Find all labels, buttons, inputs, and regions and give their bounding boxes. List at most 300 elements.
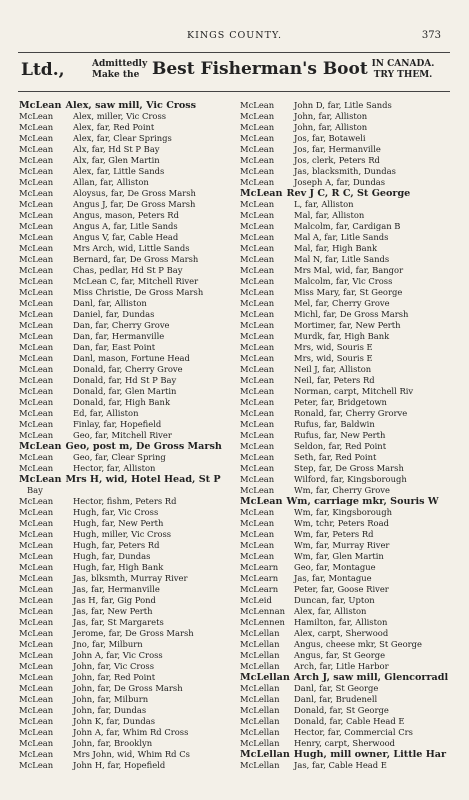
entry-details: John A, far, Whim Rd Cross (73, 727, 189, 737)
entry-details: John, far, Brooklyn (73, 738, 153, 748)
entry-surname: McLean (19, 529, 54, 539)
entry-surname: McLean (19, 177, 54, 187)
entry-surname: McLean (240, 364, 275, 374)
entry-surname: McLean (19, 210, 54, 220)
entry-surname: McLean (240, 386, 275, 396)
entry-details: Donald, far, Hd St P Bay (73, 375, 177, 385)
entry-details: Mrs H, wid, Hotel Head, St P (65, 474, 221, 485)
entry-details: John, far, Alliston (294, 111, 368, 121)
entry-details: Mrs, wid, Souris E (294, 342, 373, 352)
directory-entry (19, 529, 234, 540)
entry-surname: McLean (240, 375, 275, 385)
entry-surname: McLean (240, 353, 275, 363)
entry-details: Miss Mary, far, St George (294, 287, 403, 297)
entry-details: Hugh, far, High Bank (73, 562, 164, 572)
directory-entry (240, 430, 455, 441)
entry-surname: McLean (240, 287, 275, 297)
entry-surname: McLean (240, 518, 275, 528)
directory-entry (19, 342, 234, 353)
entry-details: Arch J, saw mill, Glencorradl (293, 672, 449, 683)
directory-entry (240, 320, 455, 331)
directory-entry (240, 254, 455, 265)
entry-details: Alex, far, Little Sands (73, 166, 165, 176)
entry-surname: McLean (19, 408, 54, 418)
entry-surname: McLean (240, 463, 275, 473)
entry-details: John K, far, Dundas (73, 716, 156, 726)
entry-surname: McLean (240, 144, 275, 154)
directory-entry (19, 749, 234, 760)
directory-entry (19, 650, 234, 661)
entry-details: Geo, far, Mitchell River (73, 430, 172, 440)
directory-entry (19, 265, 234, 276)
entry-surname: McLean (19, 540, 54, 550)
entry-details: Jos, clerk, Peters Rd (294, 155, 380, 165)
entry-surname: McLean (19, 364, 54, 374)
entry-surname: McLean (19, 639, 54, 649)
directory-entry (19, 694, 234, 705)
entry-surname: McLean (240, 188, 283, 199)
directory-entry (19, 452, 234, 463)
entry-details: Peter, far, Goose River (294, 584, 389, 594)
directory-entry (240, 749, 455, 760)
entry-surname: McLean (240, 419, 275, 429)
directory-entry (19, 111, 234, 122)
directory-entry (240, 419, 455, 430)
entry-details: Michl, far, De Gross Marsh (294, 309, 409, 319)
entry-details: Angus, mason, Peters Rd (73, 210, 179, 220)
entry-surname: McLean (240, 100, 275, 110)
entry-details: Mortimer, far, New Perth (294, 320, 401, 330)
directory-entry (240, 353, 455, 364)
directory-entry (240, 463, 455, 474)
right-column (240, 100, 455, 771)
entry-surname: McLean (240, 155, 275, 165)
directory-entry (19, 430, 234, 441)
entry-details: Jno, far, Milburn (73, 639, 143, 649)
directory-entry (240, 408, 455, 419)
directory-entry (240, 210, 455, 221)
entry-details: Hugh, miller, Vic Cross (73, 529, 172, 539)
directory-entry (19, 199, 234, 210)
entry-surname: McLellan (240, 694, 280, 704)
entry-details: Neil J, far, Alliston (294, 364, 372, 374)
entry-details: Alex, carpt, Sherwood (294, 628, 389, 638)
entry-details: Mal N, far, Litle Sands (294, 254, 390, 264)
entry-surname: McLean (19, 331, 54, 341)
entry-surname: McLean (240, 210, 275, 220)
entry-surname: McLean (240, 254, 275, 264)
directory-entry (19, 639, 234, 650)
entry-surname: McLean (19, 518, 54, 528)
ad-admittedly (92, 59, 147, 81)
entry-details: Alex, saw mill, Vic Cross (65, 100, 197, 111)
entry-surname: McLean (19, 122, 54, 132)
directory-entry (240, 441, 455, 452)
directory-entry (240, 331, 455, 342)
entry-surname: McLean (19, 298, 54, 308)
entry-details: Jas, far, New Perth (73, 606, 153, 616)
entry-details: Wm, far, Glen Martin (294, 551, 384, 561)
directory-entry (240, 298, 455, 309)
entry-surname: McLean (240, 232, 275, 242)
entry-details: Seldon, far, Red Point (294, 441, 387, 451)
entry-details: Alex, miller, Vic Cross (73, 111, 167, 121)
directory-entry (19, 683, 234, 694)
entry-details: John D, far, Litle Sands (294, 100, 392, 110)
entry-surname: McLean (19, 155, 54, 165)
directory-entry (19, 441, 234, 452)
directory-entry (19, 232, 234, 243)
directory-entry (19, 210, 234, 221)
entry-details: Hugh, far, New Perth (73, 518, 164, 528)
entry-surname: McLean (19, 650, 54, 660)
entry-details: John, far, Alliston (294, 122, 368, 132)
entry-details: Hugh, mill owner, Little Har (293, 749, 447, 760)
entry-surname: McLean (19, 705, 54, 715)
entry-details: Peter, far, Bridgetown (294, 397, 387, 407)
directory-entry (19, 166, 234, 177)
entry-surname: McLearn (240, 584, 279, 594)
directory-entry (19, 298, 234, 309)
entry-surname: McLellan (240, 738, 280, 748)
directory-entry (240, 243, 455, 254)
entry-surname: McLean (240, 122, 275, 132)
entry-surname: McLean (19, 375, 54, 385)
directory-entry (240, 650, 455, 661)
entry-surname: McLean (19, 727, 54, 737)
entry-surname: McLean (19, 551, 54, 561)
entry-surname: McLean (240, 496, 283, 507)
directory-entry (240, 122, 455, 133)
entry-surname: McLellan (240, 683, 280, 693)
directory-entry (19, 188, 234, 199)
entry-details: Miss Christie, De Gross Marsh (73, 287, 204, 297)
directory-entry (240, 364, 455, 375)
entry-surname: McLean (240, 199, 275, 209)
directory-entry (19, 309, 234, 320)
directory-entry (240, 452, 455, 463)
entry-details: John H, far, Hopefield (73, 760, 166, 770)
entry-details: John, far, Vic Cross (73, 661, 154, 671)
entry-details: Murdk, far, High Bank (294, 331, 390, 341)
entry-details: John, far, Milburn (73, 694, 149, 704)
directory-entry (240, 518, 455, 529)
directory-entry (19, 551, 234, 562)
entry-surname: McLean (240, 529, 275, 539)
entry-details: Finlay, far, Hopefield (73, 419, 162, 429)
entry-details: Mrs Arch, wid, Little Sands (73, 243, 190, 253)
directory-entry (240, 375, 455, 386)
entry-surname: McLean (19, 738, 54, 748)
entry-details: Alx, far, Hd St P Bay (73, 144, 160, 154)
entry-details: L, far, Alliston (294, 199, 354, 209)
entry-surname: McLean (240, 221, 275, 231)
entry-details: Donald, far, Glen Martin (73, 386, 177, 396)
ad-try-them-line: TRY THEM. (373, 70, 433, 80)
entry-details: Donald, far, Cherry Grove (73, 364, 183, 374)
directory-entry (19, 375, 234, 386)
entry-details: Wilford, far, Kingsborough (294, 474, 407, 484)
directory-entry (240, 133, 455, 144)
entry-details: Bernard, far, De Gross Marsh (73, 254, 199, 264)
directory-entry (240, 309, 455, 320)
entry-surname: McLean (240, 331, 275, 341)
entry-surname: McLean (19, 606, 54, 616)
directory-entry (240, 595, 455, 606)
entry-surname: McLean (19, 133, 54, 143)
entry-surname: McLellan (240, 661, 280, 671)
directory-entry (19, 584, 234, 595)
entry-details: Seth, far, Red Point (294, 452, 377, 462)
entry-details: Geo, far, Clear Spring (73, 452, 166, 462)
directory-entry (19, 133, 234, 144)
entry-details: Hector, far, Commercial Crs (294, 727, 413, 737)
entry-surname: McLellan (240, 716, 280, 726)
directory-entry (19, 661, 234, 672)
entry-surname: McLean (240, 551, 275, 561)
entry-details: Neil, far, Peters Rd (294, 375, 375, 385)
entry-details: Dan, far, Cherry Grove (73, 320, 170, 330)
directory-entry (240, 529, 455, 540)
entry-details: Alex, far, Red Point (73, 122, 155, 132)
entry-details: Wm, far, Murray River (294, 540, 390, 550)
entry-details: Mrs, wid, Souris E (294, 353, 373, 363)
entry-details: Jas H, far, Gig Pond (73, 595, 156, 605)
entry-details: Dan, far, Hermanville (73, 331, 165, 341)
entry-details: John, far, De Gross Marsh (73, 683, 183, 693)
directory-entry (19, 386, 234, 397)
directory-entry (19, 243, 234, 254)
entry-surname: McLean (19, 309, 54, 319)
entry-surname: McLean (19, 276, 54, 286)
entry-surname: McLean (240, 309, 275, 319)
directory-entry (19, 155, 234, 166)
page-header (0, 30, 469, 44)
directory-entry (240, 672, 455, 683)
directory-entry (19, 760, 234, 771)
entry-details: Daniel, far, Dundas (73, 309, 155, 319)
directory-entry (19, 705, 234, 716)
directory-entry (19, 100, 234, 111)
directory-entry (19, 320, 234, 331)
page-number: 373 (421, 30, 441, 41)
entry-details: Joseph A, far, Dundas (294, 177, 386, 187)
entry-details: Mel, far, Cherry Grove (294, 298, 390, 308)
entry-details: Jas, blksmth, Murray River (73, 573, 188, 583)
directory-entry (19, 496, 234, 507)
directory-entry (240, 738, 455, 749)
entry-details: McLean C, far, Mitchell River (73, 276, 199, 286)
entry-surname: McLean (19, 265, 54, 275)
entry-surname: McLean (240, 320, 275, 330)
directory-entry (19, 331, 234, 342)
entry-surname: McLean (240, 166, 275, 176)
entry-details: Duncan, far, Upton (294, 595, 375, 605)
ad-best-boot: Best Fisherman's Boot (152, 59, 368, 79)
directory-entry (19, 408, 234, 419)
directory-entry (240, 606, 455, 617)
entry-details: Aloysus, far, De Gross Marsh (73, 188, 196, 198)
entry-surname: McLean (19, 386, 54, 396)
ad-admittedly-line: Admittedly (92, 59, 148, 69)
entry-surname: McLean (19, 166, 54, 176)
directory-entry (19, 562, 234, 573)
entry-surname: McLean (240, 485, 275, 495)
entry-details: John, far, Red Point (73, 672, 156, 682)
entry-surname: McLean (19, 441, 62, 452)
directory-entry (19, 738, 234, 749)
entry-details: Angus V, far, Cable Head (73, 232, 179, 242)
county-title: KINGS COUNTY. (186, 30, 283, 41)
ad-canada (358, 59, 448, 81)
entry-details: Jerome, far, De Gross Marsh (73, 628, 194, 638)
entry-details: Rufus, far, New Perth (294, 430, 386, 440)
entry-details: Hamilton, far, Alliston (294, 617, 388, 627)
directory-entry (240, 661, 455, 672)
directory-entry (240, 100, 455, 111)
directory-entry (240, 716, 455, 727)
directory-entry (240, 496, 455, 507)
directory-entry (19, 672, 234, 683)
directory-entry (240, 397, 455, 408)
entry-details: Dan, far, East Point (73, 342, 156, 352)
entry-details: Jos, far, Botaweli (294, 133, 366, 143)
directory-entry (19, 122, 234, 133)
entry-details: Norman, carpt, Mitchell Riv (294, 386, 414, 396)
directory-entry (240, 617, 455, 628)
directory-entry (240, 573, 455, 584)
entry-details: Alex, far, Alliston (294, 606, 367, 616)
entry-details: Wm, far, Peters Rd (294, 529, 374, 539)
entry-details: Mal, far, High Bank (294, 243, 378, 253)
directory-entry (240, 705, 455, 716)
entry-surname: McLean (240, 265, 275, 275)
entry-details: Hugh, far, Dundas (73, 551, 151, 561)
directory-entry (240, 386, 455, 397)
entry-details: Ed, far, Alliston (73, 408, 139, 418)
directory-entry (19, 573, 234, 584)
entry-surname: McLean (19, 672, 54, 682)
entry-details: Ronald, far, Cherry Grorve (294, 408, 408, 418)
entry-surname: McLean (240, 430, 275, 440)
ad-in-canada-line: IN CANADA. (371, 59, 435, 69)
entry-surname: McLean (19, 661, 54, 671)
entry-details: Hugh, far, Vic Cross (73, 507, 159, 517)
entry-details: Wm, carriage mkr, Souris W (286, 496, 439, 507)
entry-details: Donald, far, High Bank (73, 397, 171, 407)
entry-surname: McLean (240, 276, 275, 286)
entry-surname: McLellan (240, 650, 280, 660)
directory-entry (19, 144, 234, 155)
advertisement-banner (18, 52, 450, 92)
directory-entry (19, 177, 234, 188)
directory-entry (19, 485, 234, 496)
entry-details: Geo, far, Montague (294, 562, 376, 572)
entry-surname: McLean (19, 584, 54, 594)
directory-entry (240, 111, 455, 122)
entry-details: Mal, far, Alliston (294, 210, 365, 220)
entry-details: Jos, far, Hermanville (294, 144, 381, 154)
entry-surname: McLean (19, 221, 54, 231)
directory-entry (240, 507, 455, 518)
entry-details: John, far, Dundas (73, 705, 147, 715)
entry-details: Hector, far, Alliston (73, 463, 156, 473)
entry-surname: McLean (19, 144, 54, 154)
directory-entry (240, 551, 455, 562)
directory-entry (240, 760, 455, 771)
entry-surname: McLean (240, 342, 275, 352)
directory-entry (240, 628, 455, 639)
entry-surname: McLean (19, 496, 54, 506)
entry-details: Donald, far, St George (294, 705, 389, 715)
directory-entry (240, 287, 455, 298)
entry-details: Jas, far, Montague (294, 573, 372, 583)
directory-entry (19, 397, 234, 408)
entry-surname: McLean (19, 463, 54, 473)
directory-entry (240, 540, 455, 551)
entry-details: Arch, far, Litle Harbor (294, 661, 389, 671)
entry-surname: McLean (240, 540, 275, 550)
entry-surname: McLean (19, 287, 54, 297)
directory-entry (240, 221, 455, 232)
entry-surname: McLean (240, 474, 275, 484)
directory-entry (19, 518, 234, 529)
directory-entry (240, 177, 455, 188)
entry-details: John A, far, Vic Cross (73, 650, 163, 660)
entry-details: Allan, far, Alliston (73, 177, 149, 187)
directory-entry (240, 562, 455, 573)
entry-surname: McLean (19, 111, 54, 121)
entry-details: Chas, pedlar, Hd St P Bay (73, 265, 183, 275)
entry-surname: McLeid (240, 595, 272, 605)
directory-entry (19, 474, 234, 485)
entry-surname: McLean (240, 441, 275, 451)
directory-entry (240, 199, 455, 210)
entry-surname: McLean (19, 199, 54, 209)
directory-entry (240, 232, 455, 243)
entry-details: Alex, far, Clear Springs (73, 133, 172, 143)
directory-entry (240, 683, 455, 694)
entry-surname: McLean (19, 320, 54, 330)
directory-entry (19, 606, 234, 617)
entry-surname: McLean (19, 683, 54, 693)
entry-surname: McLean (19, 628, 54, 638)
directory-entry (19, 221, 234, 232)
directory-entry (19, 276, 234, 287)
directory-entry (240, 342, 455, 353)
entry-surname: McLellan (240, 749, 290, 760)
entry-surname: McLean (240, 397, 275, 407)
directory-entry (240, 474, 455, 485)
directory-entry (19, 353, 234, 364)
entry-details: Hugh, far, Peters Rd (73, 540, 160, 550)
entry-surname: McLean (19, 749, 54, 759)
entry-details: Danl, far, St George (294, 683, 379, 693)
directory-entry (240, 694, 455, 705)
entry-surname: McLean (19, 232, 54, 242)
entry-surname: McLean (19, 474, 62, 485)
entry-surname: McLean (19, 760, 54, 770)
entry-details: Jas, blacksmith, Dundas (294, 166, 396, 176)
entry-details: Jas, far, Cable Head E (294, 760, 387, 770)
entry-details: Malcolm, far, Cardigan B (294, 221, 401, 231)
entry-details: Wm, tchr, Peters Road (294, 518, 389, 528)
directory-entry (19, 507, 234, 518)
entry-details: Malcolm, far, Vic Cross (294, 276, 393, 286)
directory-entry (19, 595, 234, 606)
directory-entry (19, 540, 234, 551)
entry-details: Angus J, far, De Gross Marsh (73, 199, 196, 209)
